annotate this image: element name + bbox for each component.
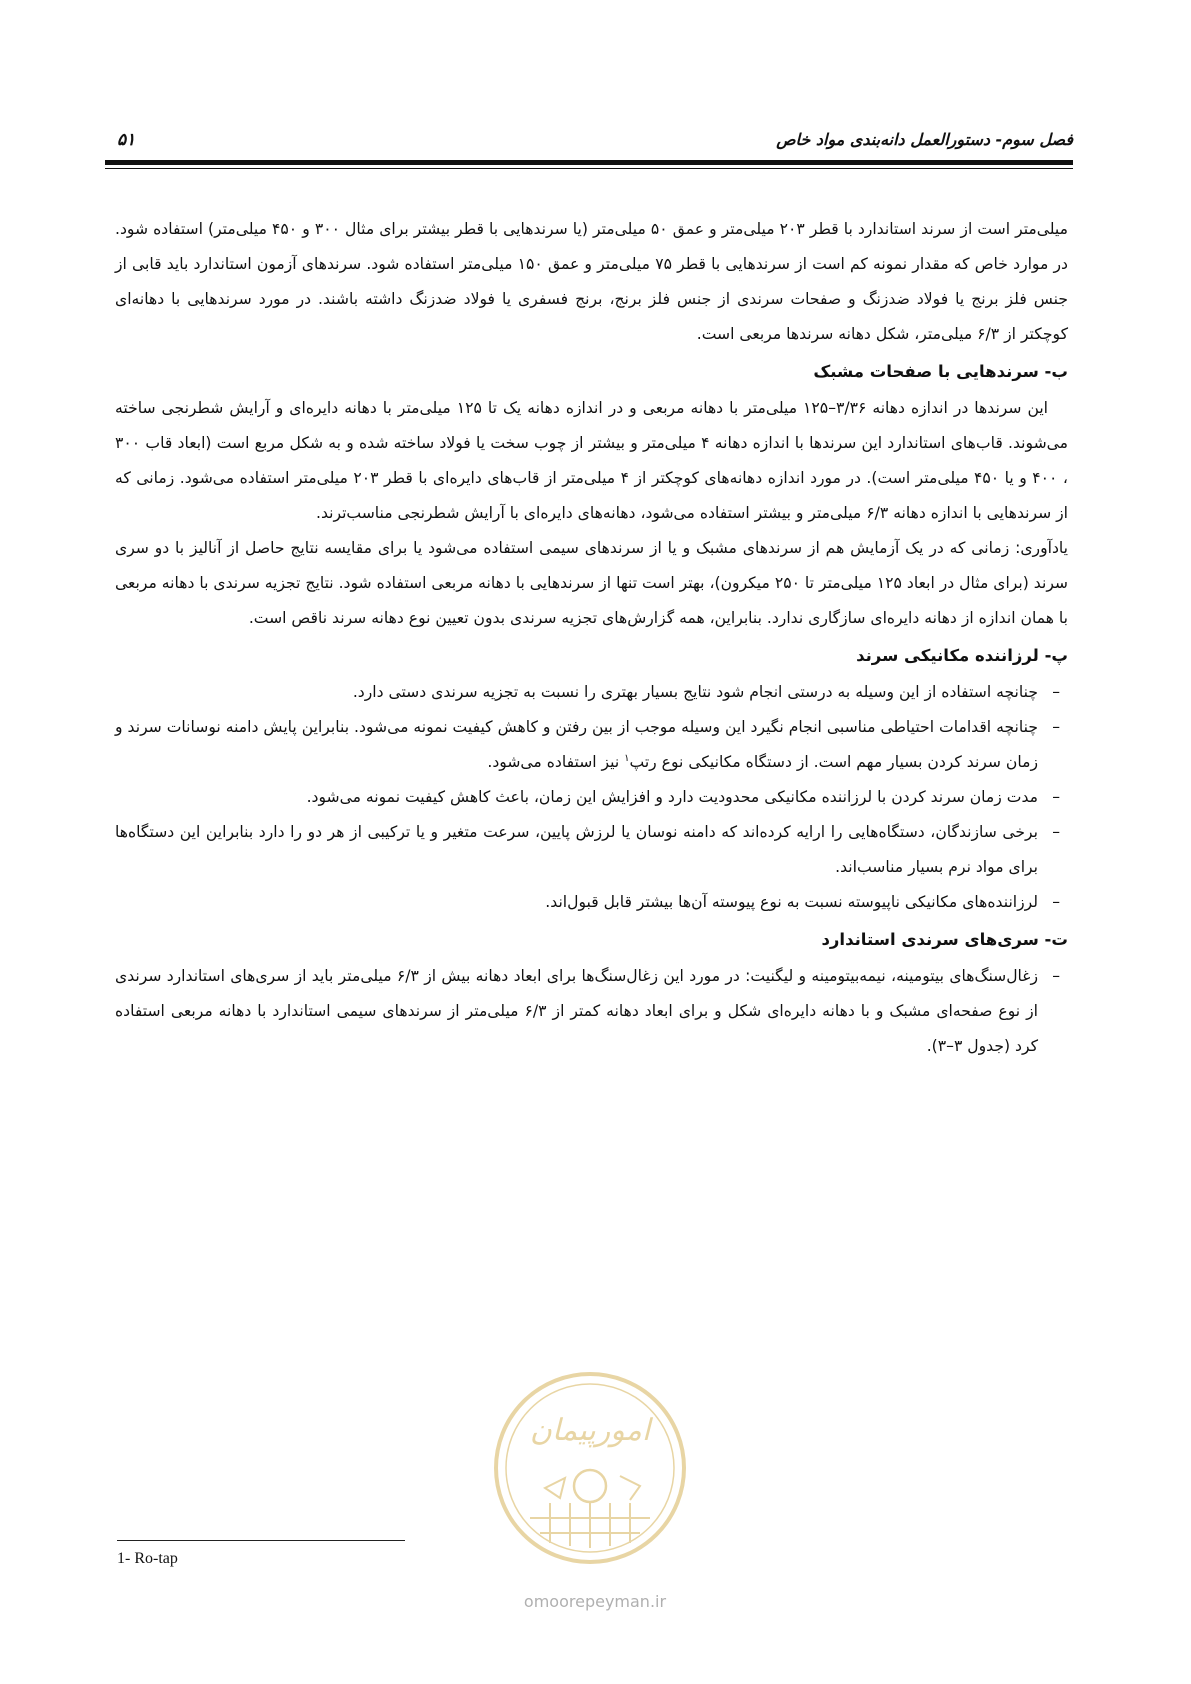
- header-rule: [105, 160, 1073, 165]
- list-item: – برخی سازندگان، دستگاه‌هایی را ارایه کرده‌اند که دامنه نوسان یا لرزش پایین، سرعت متغیر و یا ترکیبی از هر دو را دارد بنابراین این دستگاه‌ها برای مواد نرم بسیار مناسب‌اند.: [115, 815, 1068, 885]
- page-number: ۵۱: [117, 130, 136, 150]
- dash-bullet: –: [1052, 893, 1060, 911]
- list-item: – چنانچه استفاده از این وسیله به درستی انجام شود نتایج بسیار بهتری را نسبت به تجزیه سرندی دستی دارد.: [115, 675, 1068, 710]
- list-item: – مدت زمان سرند کردن با لرزاننده مکانیکی محدودیت دارد و افزایش این زمان، باعث کاهش کیفیت نمونه می‌شود.: [115, 780, 1068, 815]
- paragraph-perforated-sieves: این سرندها در اندازه دهانه ۳/۳۶–۱۲۵ میلی‌متر با دهانه مربعی و در اندازه دهانه یک تا ۱۲۵ میلی‌متر با دهانه دایره‌ای و آرایش شطرنجی ساخته می‌شوند. قاب‌های استاندارد این سرندها با اندازه دهانه ۴ میلی‌متر و بیشتر از چوب سخت یا فولاد ساخته شده و به شکل مربع است (ابعاد قاب ۳۰۰ ، ۴۰۰ و یا ۴۵۰ میلی‌متر است). در مورد اندازه دهانه‌های کوچکتر از ۴ میلی‌متر از قاب‌های دایره‌ای با قطر ۲۰۳ میلی‌متر استفاده می‌شود. زمانی که از سرندهایی با اندازه دهانه ۶/۳ میلی‌متر و بیشتر استفاده می‌شود، دهانه‌های دایره‌ای با آرایش شطرنجی مناسب‌ترند.: [115, 399, 1068, 522]
- paragraph-standard-sieves: میلی‌متر است از سرند استاندارد با قطر ۲۰۳ میلی‌متر و عمق ۵۰ میلی‌متر (یا سرندهایی با قطر بیشتر برای مثال ۳۰۰ و ۴۵۰ میلی‌متر) استفاده شود. در موارد خاص که مقدار نمونه کم است از سرندهایی با قطر ۷۵ میلی‌متر و عمق ۱۵۰ میلی‌متر استفاده شود. سرندهای آزمون استاندارد باید قابی از جنس فلز برنج یا فولاد ضدزنگ و صفحات سرندی از جنس فلز برنج، برنج فسفری یا فولاد ضدزنگ داشته باشند. در مورد سرندهایی با دهانه‌ای کوچکتر از ۶/۳ میلی‌متر، شکل دهانه سرندها مربعی است.: [115, 220, 1068, 343]
- dash-bullet: –: [1052, 823, 1060, 841]
- footnote: 1- Ro-tap: [117, 1550, 178, 1567]
- dash-bullet: –: [1052, 967, 1060, 985]
- footnote-reference[interactable]: ۱: [624, 752, 630, 764]
- dash-bullet: –: [1052, 683, 1060, 701]
- watermark-url: omoorepeyman.ir: [523, 1592, 667, 1611]
- footnote-divider: [117, 1540, 405, 1541]
- watermark-logo: [490, 1368, 690, 1568]
- list-item: – زغال‌سنگ‌های بیتومینه، نیمه‌بیتومینه و لیگنیت: در مورد این زغال‌سنگ‌ها برای ابعاد دهانه بیش از ۶/۳ میلی‌متر باید از سری‌های استاندارد سرندی از نوع صفحه‌ای مشبک و با دهانه دایره‌ای شکل و برای ابعاد دهانه کمتر از ۶/۳ میلی‌متر از سرندهای سیمی استاندارد با دهانه مربعی استفاده کرد (جدول ۳–۳).: [115, 959, 1068, 1064]
- dash-bullet: –: [1052, 718, 1060, 736]
- paragraph-note: یادآوری: زمانی که در یک آزمایش هم از سرندهای مشبک و یا از سرندهای سیمی استفاده می‌شود یا برای مقایسه نتایج حاصل از آنالیز با دو سری سرند (برای مثال در ابعاد ۱۲۵ میلی‌متر تا ۲۵۰ میکرون)، بهتر است تنها از سرندهایی با دهانه مربعی استفاده شود. نتایج تجزیه سرندی با دهانه مربعی با همان اندازه از دهانه دایره‌ای سازگاری ندارد. بنابراین، همه گزارش‌های تجزیه سرندی بدون تعیین نوع دهانه سرند ناقص است.: [115, 539, 1068, 627]
- heading-perforated-plate-sieves: ب- سرندهایی با صفحات مشبک: [813, 362, 1068, 381]
- heading-standard-sieve-series: ت- سری‌های سرندی استاندارد: [821, 930, 1068, 949]
- page-body: [115, 212, 1068, 1064]
- chapter-title: فصل سوم- دستورالعمل دانه‌بندی مواد خاص: [776, 130, 1073, 149]
- list-item: – چنانچه اقدامات احتیاطی مناسبی انجام نگیرد این وسیله موجب از بین رفتن و کاهش کیفیت نمونه می‌شود. بنابراین پایش دامنه نوسانات سرند و زمان سرند کردن بسیار مهم است. از دستگاه مکانیکی نوع رتپ$^۱$ نیز استفاده می‌شود.: [115, 710, 1068, 780]
- dash-bullet: –: [1052, 788, 1060, 806]
- header-rule-thin: [105, 168, 1073, 169]
- list-item: – لرزاننده‌های مکانیکی ناپیوسته نسبت به نوع پیوسته آن‌ها بیشتر قابل قبول‌اند.: [115, 885, 1068, 920]
- sieve-series-list: [115, 959, 1068, 1064]
- page-header: [105, 118, 1073, 158]
- shaker-list: [115, 675, 1068, 920]
- heading-mechanical-shaker: پ- لرزاننده مکانیکی سرند: [856, 646, 1068, 665]
- watermark-logo-text: امورپیمان: [529, 1413, 651, 1448]
